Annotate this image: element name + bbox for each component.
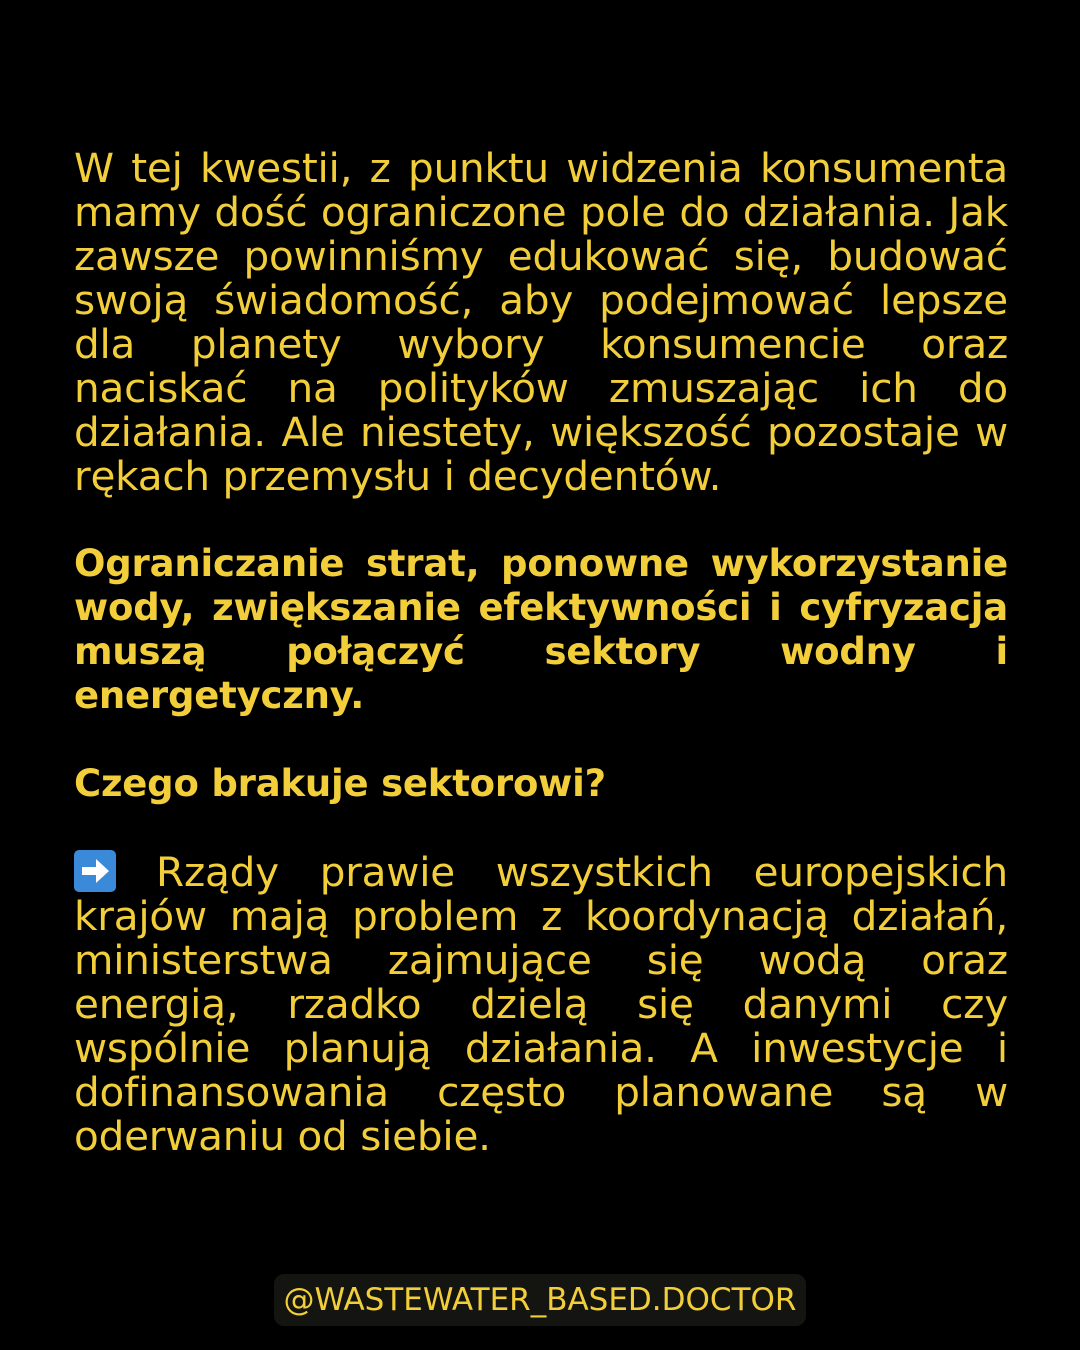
governments-paragraph-text: Rządy prawie wszystkich europejskich krajów mają problem z koordynacją działań, ministerstwa zajmujące się wodą oraz energią, rzadko dzielą się danymi czy wspólnie planują działania. A inwestycje i dofinansowania często planowane są w oderwaniu od siebie. [74,848,1008,1160]
governments-paragraph [74,850,1008,1158]
consumer-paragraph: W tej kwestii, z punktu widzenia konsumenta mamy dość ograniczone pole do działania. Jak zawsze powinniśmy edukować się, budować swoją świadomość, aby podejmować lepsze dla planety wybory konsumencie oraz naciskać na polityków zmuszając ich do działania. Ale niestety, większość pozostaje w rękach przemysłu i decydentów. [74,144,1008,500]
account-handle: @WASTEWATER_BASED.DOCTOR [274,1274,806,1326]
post-content [74,146,1008,1158]
highlight-paragraph: Ograniczanie strat, ponowne wykorzystanie wody, zwiększanie efektywności i cyfryzacja muszą połączyć sektory wodny i energetyczny. [74,542,1008,717]
section-heading: Czego brakuje sektorowi? [74,762,606,805]
arrow-right-icon [74,850,116,892]
